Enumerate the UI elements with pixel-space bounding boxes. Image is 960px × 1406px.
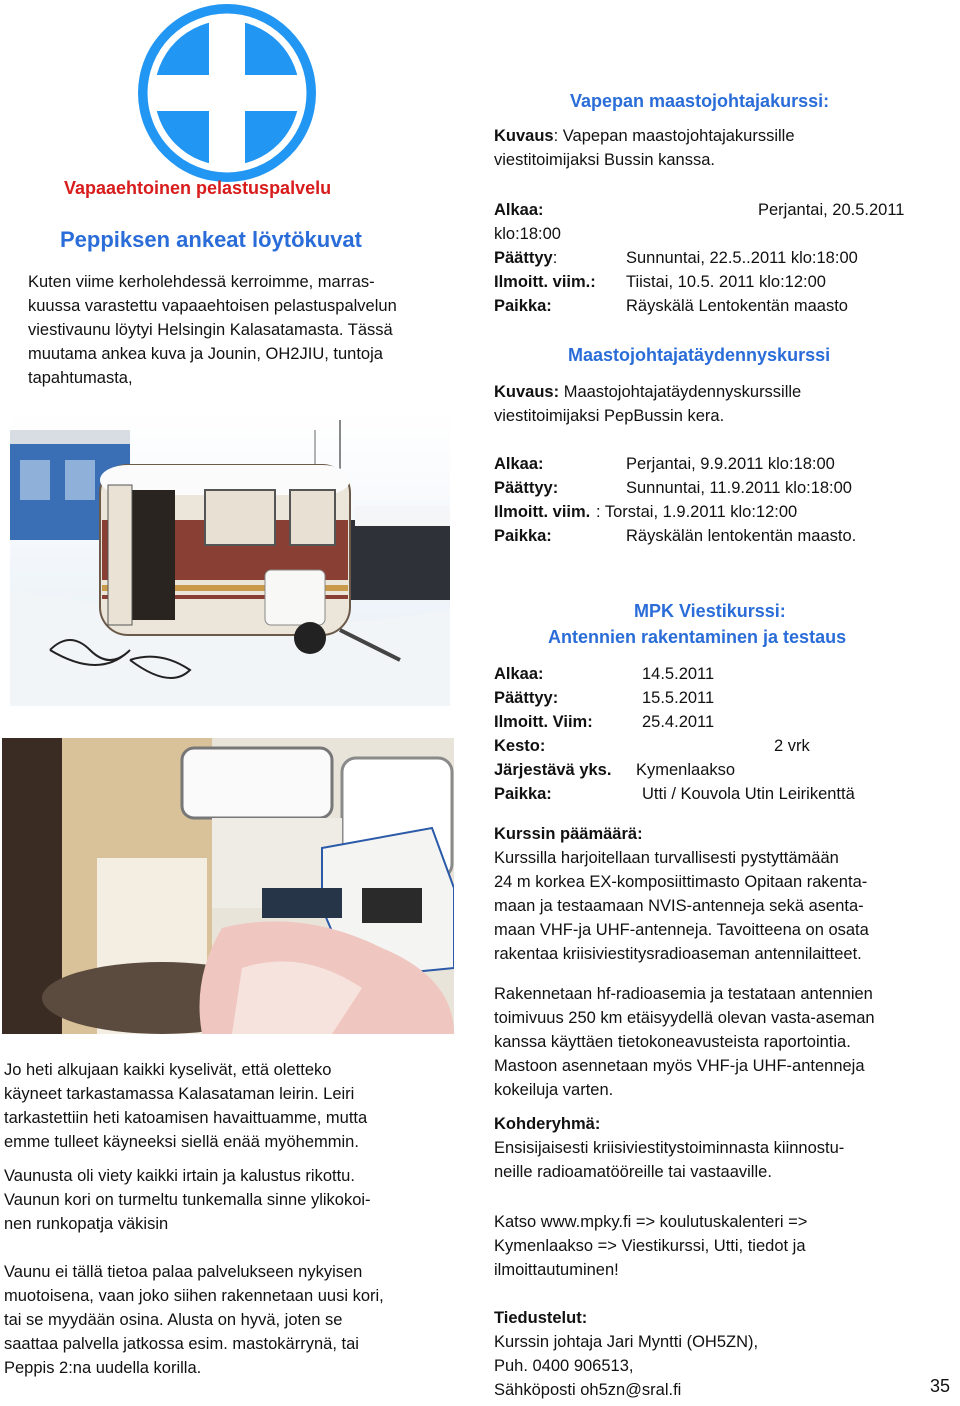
red-cross-logo [138, 4, 316, 182]
text-line: tapahtumasta, [28, 369, 133, 387]
text-line: viestivaunu löytyi Helsingin Kalasatamasta. Tässä [28, 321, 393, 339]
text-line: tarkastettiin heti katoamisen havaittuamme, mutta [4, 1109, 368, 1127]
text-line: käyneet tarkastamassa Kalasataman leirin. Leiri [4, 1085, 355, 1103]
text-line: Rakennetaan hf-radioasemia ja testataan antennien [494, 985, 873, 1003]
text-line: toimivuus 250 km etäisyydellä olevan vasta-aseman [494, 1009, 875, 1027]
course1-start-cont: klo:18:00 [494, 225, 561, 243]
text-line: Sähköposti oh5zn@sral.fi [494, 1381, 682, 1399]
intro-paragraph [28, 270, 458, 390]
text-line: Puh. 0400 906513, [494, 1357, 634, 1375]
desc-text: : Vapepan maastojohtajakurssille [553, 127, 795, 145]
desc-text: Maastojohtajatäydennyskurssille [559, 383, 802, 401]
organization-name: Vapaaehtoinen pelastuspalvelu [64, 178, 332, 198]
course1-place-row: Paikka: Räyskälä Lentokentän maasto [494, 297, 848, 315]
course3-goal [494, 822, 960, 966]
goal-heading: Kurssin päämäärä: [494, 825, 643, 843]
text-line: Vaunun kori on turmeltu tunkemalla sinne ylikokoi- [4, 1191, 371, 1209]
text-line: rakentaa kriisiviestitysradioaseman antennilaitteet. [494, 945, 862, 963]
course3-duration-row: Kesto: 2 vrk [494, 737, 810, 755]
story-paragraph [4, 1164, 474, 1236]
course3-place-row: Paikka: Utti / Kouvola Utin Leirikenttä [494, 785, 855, 803]
text-line: Kurssilla harjoitellaan turvallisesti pystyttämään [494, 849, 839, 867]
course2-start-row: Alkaa: Perjantai, 9.9.2011 klo:18:00 [494, 455, 835, 473]
caravan-exterior-photo [10, 410, 450, 706]
caravan-interior-photo [2, 738, 454, 1034]
text-line: Jo heti alkujaan kaikki kyselivät, että oletteko [4, 1061, 332, 1079]
story-paragraph [4, 1058, 474, 1154]
course2-description [494, 380, 960, 428]
text-line: emme tulleet käyneeksi siellä enää myöhemmin. [4, 1133, 359, 1151]
course2-title: Maastojohtajatäydennyskurssi [568, 345, 831, 365]
course1-details [494, 198, 960, 318]
course3-end-row: Päättyy: 15.5.2011 [494, 689, 715, 707]
course3-register-row: Ilmoitt. Viim: 25.4.2011 [494, 713, 715, 731]
text-line: Kuten viime kerholehdessä kerroimme, marras- [28, 273, 375, 291]
article-title: Peppiksen ankeat löytökuvat [60, 227, 362, 252]
desc-label: Kuvaus [494, 127, 554, 145]
text-line: Ensisijaisesti kriisiviestitystoiminnasta kiinnostu- [494, 1139, 845, 1157]
course3-organizer-row: Järjestävä yks. Kymenlaakso [494, 761, 736, 779]
text-line: maan ja testaamaan NVIS-antenneja sekä asenta- [494, 897, 864, 915]
story-paragraph [4, 1260, 474, 1380]
text-line: ilmoittautuminen! [494, 1261, 619, 1279]
text-line: Mastoon asennetaan myös VHF-ja UHF-antenneja [494, 1057, 865, 1075]
text-line: kokeiluja varten. [494, 1081, 614, 1099]
text-line: maan VHF-ja UHF-antenneja. Tavoitteena on osata [494, 921, 869, 939]
text-line: Kurssin johtaja Jari Myntti (OH5ZN), [494, 1333, 759, 1351]
text-line: 24 m korkea EX-komposiittimasto Opitaan rakenta- [494, 873, 868, 891]
text-line: Peppis 2:na uudella korilla. [4, 1359, 202, 1377]
page-number: 35 [929, 1376, 950, 1396]
course1-title: Vapepan maastojohtajakurssi: [570, 91, 830, 111]
text-line: kanssa käyttäen tietokoneavusteista raportointia. [494, 1033, 851, 1051]
text-line: tai se myydään osina. Alusta on hyvä, joten se [4, 1311, 343, 1329]
text-line: kuussa varastettu vapaaehtoisen pelastuspalvelun [28, 297, 397, 315]
course1-start-row: Alkaa: Perjantai, 20.5.2011 [494, 201, 905, 219]
text-line: saattaa palvella jatkossa esim. mastokärrynä, tai [4, 1335, 359, 1353]
course3-subtitle: Antennien rakentaminen ja testaus [548, 627, 847, 647]
desc-line: viestitoimijaksi Bussin kanssa. [494, 151, 715, 169]
course1-register-row: Ilmoitt. viim.: Tiistai, 10.5. 2011 klo:12:00 [494, 273, 826, 291]
course1-description [494, 124, 960, 172]
desc-line: viestitoimijaksi PepBussin kera. [494, 407, 725, 425]
story-text [4, 1058, 474, 1390]
course2-details [494, 452, 960, 548]
course3-see-more [494, 1210, 960, 1282]
target-heading: Kohderyhmä: [494, 1115, 601, 1133]
text-line: Vaunusta oli viety kaikki irtain ja kalustus rikottu. [4, 1167, 355, 1185]
course2-end-row: Päättyy: Sunnuntai, 11.9.2011 klo:18:00 [494, 479, 852, 497]
course2-place-row: Paikka: Räyskälän lentokentän maasto. [494, 527, 857, 545]
course3-target-group [494, 1112, 960, 1184]
course3-contact [494, 1306, 960, 1402]
course3-body [494, 982, 960, 1102]
text-line: Kymenlaakso => Viestikurssi, Utti, tiedot ja [494, 1237, 806, 1255]
text-line: Vaunu ei tällä tietoa palaa palvelukseen nykyisen [4, 1263, 363, 1281]
cross-icon [138, 4, 316, 182]
text-line: neille radioamatööreille tai vastaaville. [494, 1163, 772, 1181]
course3-start-row: Alkaa: 14.5.2011 [494, 665, 715, 683]
text-line: nen runkopatja väkisin [4, 1215, 169, 1233]
course1-end-row: Päättyy: Sunnuntai, 22.5..2011 klo:18:00 [494, 249, 858, 267]
contact-heading: Tiedustelut: [494, 1309, 588, 1327]
desc-label: Kuvaus: [494, 383, 560, 401]
course2-register-row: Ilmoitt. viim. : Torstai, 1.9.2011 klo:12:00 [494, 503, 798, 521]
text-line: Katso www.mpky.fi => koulutuskalenteri => [494, 1213, 808, 1231]
text-line: muotoisena, vaan joko siihen rakennetaan uusi kori, [4, 1287, 384, 1305]
text-line: muutama ankea kuva ja Jounin, OH2JIU, tuntoja [28, 345, 383, 363]
course3-details [494, 662, 960, 806]
course3-title: MPK Viestikurssi: [634, 601, 786, 621]
